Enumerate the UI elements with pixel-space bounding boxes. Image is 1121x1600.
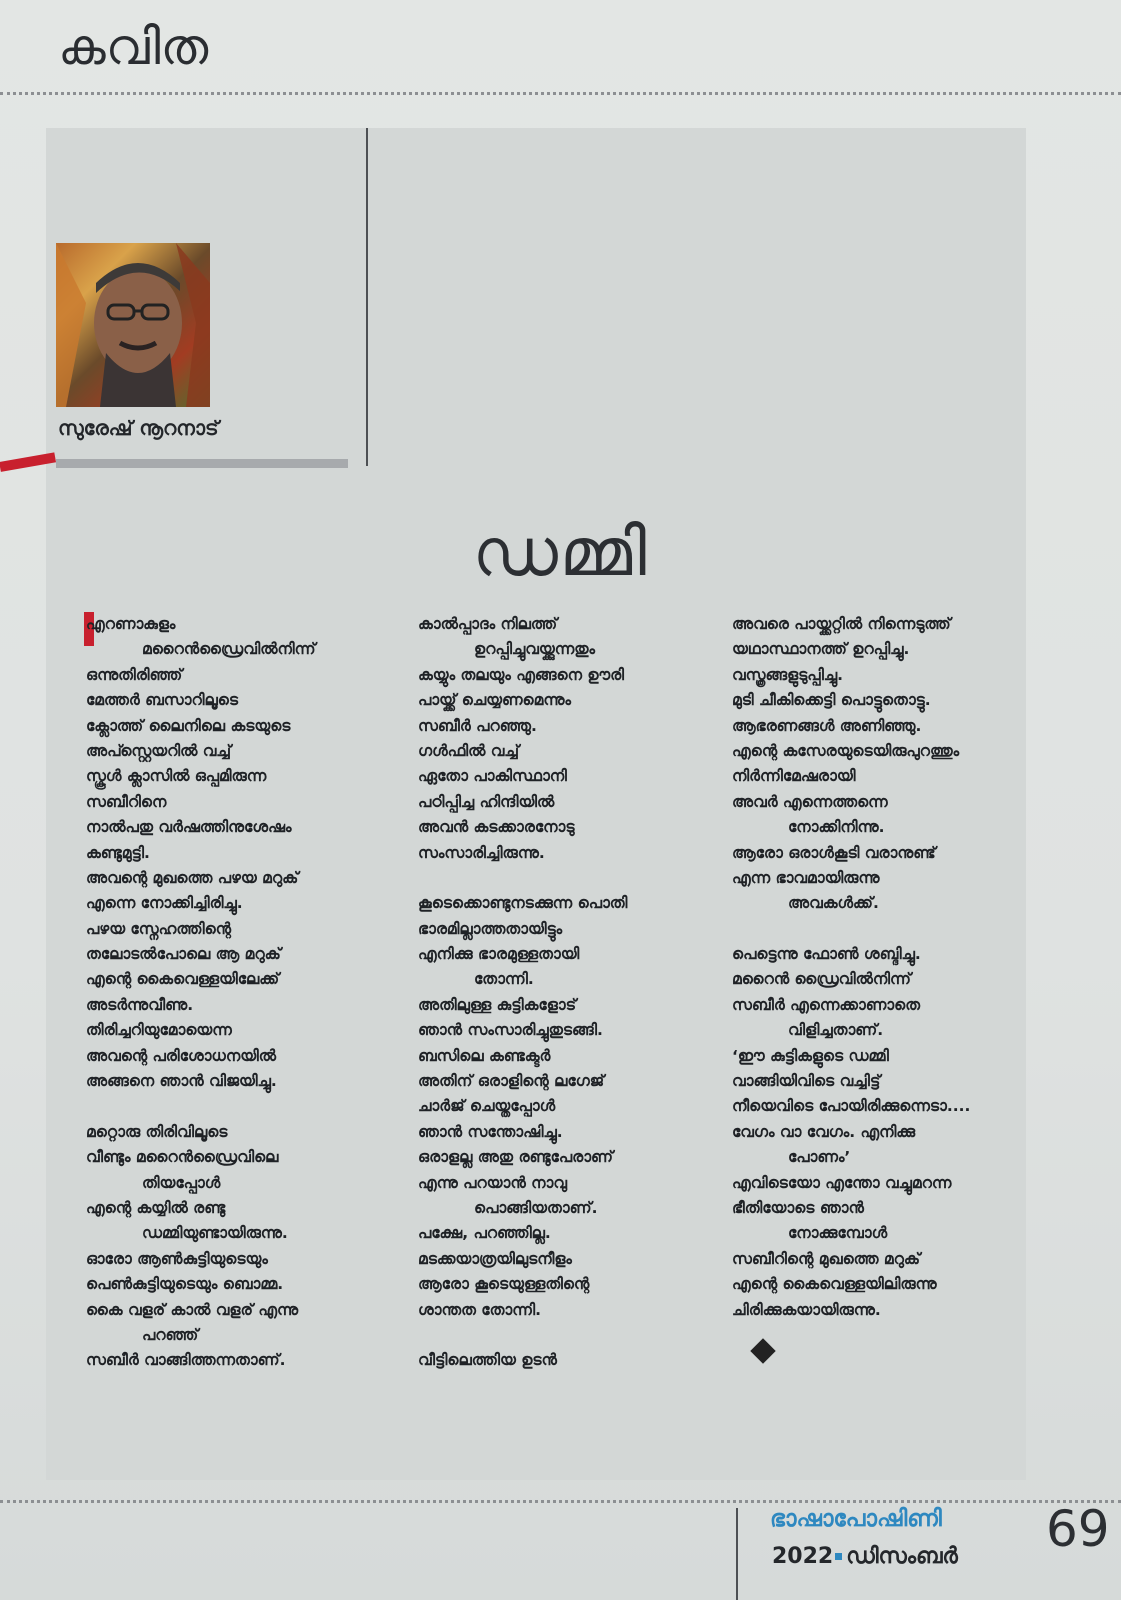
stanza-break [732,917,970,942]
poem-line: എറണാകുളം [86,615,176,633]
poem-line: ഞാൻ സന്തോഷിച്ചു. [418,1122,563,1141]
poem-line: പറഞ്ഞ് [142,1325,199,1344]
poem-line: അവന്റെ പരിശോധനയിൽ [86,1046,277,1065]
poem-line: പൊങ്ങിയതാണ്. [474,1198,598,1217]
separator-square-icon [835,1553,842,1560]
poem-line: ഞാൻ സംസാരിച്ചുതുടങ്ങി. [418,1021,603,1040]
poem-line: ‘ഈ കുട്ടികളുടെ ഡമ്മി [732,1046,889,1065]
poem-line: നാൽപതു വർഷത്തിനുശേഷം [86,818,292,837]
poem-line: അതിന് ഒരാളിന്റെ ലഗേജ് [418,1072,605,1091]
issue-year: 2022 [772,1544,834,1569]
poem-line: അപ്സ്റ്റെയറിൽ വച്ച് [86,741,232,760]
poem-line: അതിലുള്ള കുട്ടികളോട് [418,995,577,1014]
section-label: കവിത [58,18,209,76]
poem-line: മടക്കയാത്രയിലുടനീളം [418,1249,572,1268]
poem-line: വീണ്ടും മറൈൻഡ്രൈവിലെ [86,1148,279,1167]
poem-line: പഴയ സ്നേഹത്തിന്റെ [86,919,232,938]
poem-line: അവരെ പായ്ക്കറ്റിൽ നിന്നെടുത്ത് [732,615,951,633]
poem-line: ചിരിക്കുകയായിരുന്നു. [732,1300,881,1319]
poem-line: ഒരാളല്ല അതു രണ്ടുപേരാണ് [418,1148,613,1167]
issue-month: ഡിസംബർ [846,1544,958,1569]
poem-line: ഏതോ പാകിസ്ഥാനി [418,767,567,786]
poem-line: വേഗം വാ വേഗം. എനിക്കു [732,1122,916,1141]
poem-line: മറ്റൊരു തിരിവിലൂടെ [86,1122,228,1141]
poem-line: അങ്ങനെ ഞാൻ വിജയിച്ചു. [86,1072,277,1091]
poem-line: സബീർ എന്നെക്കാണാതെ [732,995,920,1014]
poem-line: എനിക്കു ഭാരമുള്ളതായി [418,945,580,964]
poem-line: എന്റെ കൈവെള്ളയിലിരുന്നു [732,1275,937,1294]
poem-line: പായ്ക്ക് ചെയ്യണമെന്നും [418,691,571,710]
poem-line: വീട്ടിലെത്തിയ ഉടൻ [418,1351,557,1370]
poem-line: എന്റെ കൈവെള്ളയിലേക്ക് [86,970,280,989]
poem-line: ഗൾഫിൽ വച്ച് [418,741,520,760]
poem-line: മുടി ചീകിക്കെട്ടി പൊട്ടുതൊട്ടു. [732,691,931,710]
top-divider [0,92,1121,95]
poem-line: വാങ്ങിയിവിടെ വച്ചിട്ട് [732,1072,881,1091]
poem-line: സബീർ പറഞ്ഞു. [418,716,537,735]
poem-line: കയ്യും തലയും എങ്ങനെ ഊരി [418,665,625,684]
poem-line: ക്ലോത്ത് ലൈനിലെ കടയുടെ [86,716,291,735]
poem-line: കൂടെക്കൊണ്ടുനടക്കുന്ന പൊതി [418,894,628,913]
author-name: സുരേഷ് നൂറനാട് [58,416,219,440]
poem-line: അവകൾക്ക്. [788,894,879,913]
poem-line: ശാന്തത തോന്നി. [418,1300,542,1319]
poem-line: തിയപ്പോൾ [142,1173,221,1192]
poem-line: പക്ഷേ, പറഞ്ഞില്ല. [418,1224,551,1243]
author-photo [56,243,210,407]
poem-line: പെട്ടെന്നു ഫോൺ ശബ്ദിച്ചു. [732,945,921,964]
author-portrait-graphic [56,243,210,407]
poem-line: എവിടെയോ എന്തോ വച്ചുമറന്ന [732,1173,952,1192]
poem-line: യഥാസ്ഥാനത്ത് ഉറപ്പിച്ചു. [732,640,910,659]
poem-line: ഓരോ ആൺകുട്ടിയുടെയും [86,1249,268,1268]
poem-line: ഭാരമില്ലാത്തതായിട്ടും [418,919,563,938]
stanza-break [86,1094,316,1119]
poem-line: തിരിച്ചറിയുമോയെന്ന [86,1021,232,1040]
poem-line: എന്റെ കയ്യിൽ രണ്ടു [86,1198,226,1217]
poem-line: കണ്ടുമുട്ടി. [86,843,150,862]
poem-line: ആഭരണങ്ങൾ അണിഞ്ഞു. [732,716,922,735]
poem-line: ചാർജ് ചെയ്തപ്പോൾ [418,1097,556,1116]
poem-line: വിളിച്ചതാണ്. [788,1021,884,1040]
poem-line: ഉറപ്പിച്ചുവയ്ക്കുന്നതും [474,640,596,659]
poem-line: തലോടൽപോലെ ആ മറുക് [86,945,281,964]
poem-line: ആരോ കൂടെയുള്ളതിന്റെ [418,1275,590,1294]
poem-line: നോക്കിനിന്നു. [788,818,885,837]
poem-column-2 [418,612,627,1374]
issue-date [772,1544,958,1569]
poem-line: സബീറിന്റെ മുഖത്തെ മറുക് [732,1249,921,1268]
poem-line: ആരോ ഒരാൾകൂടി വരാനുണ്ട് [732,843,936,862]
poem-line: പഠിപ്പിച്ച ഹിന്ദിയിൽ [418,792,555,811]
poem-line: സ്കൂൾ ക്ലാസിൽ ഒപ്പമിരുന്ന [86,767,267,786]
poem-line: ഒന്നുതിരിഞ്ഞ് [86,665,183,684]
poem-line: നിർന്നിമേഷരായി [732,767,856,786]
poem-line: അടർന്നുവീണു. [86,995,194,1014]
poem-line: എന്നെ നോക്കിച്ചിരിച്ചു. [86,894,243,913]
poem-column-3 [732,612,970,1323]
poem-line: ഡമ്മിയുണ്ടായിരുന്നു. [142,1224,288,1243]
poem-line: പെൺകുട്ടിയുടെയും ബൊമ്മ. [86,1275,284,1294]
poem-line: അവന്റെ മുഖത്തെ പഴയ മറുക് [86,868,299,887]
poem-title: ഡമ്മി [472,514,649,591]
poem-line: വസ്ത്രങ്ങളുടുപ്പിച്ചു. [732,665,844,684]
stanza-break [418,866,627,891]
poem-line: എന്റെ കസേരയുടെയിരുപുറത്തും [732,741,960,760]
magazine-name: ഭാഷാപോഷിണി [770,1506,942,1532]
poem-line: നീയെവിടെ പോയിരിക്കുന്നെടാ.... [732,1097,971,1116]
poem-line: പോണം’ [788,1148,851,1167]
poem-line: മറൈൻ ഡ്രൈവിൽനിന്ന് [732,970,911,989]
poem-line: മേത്തർ ബസാറിലൂടെ [86,691,238,710]
poem-line: അവർ എന്നെത്തന്നെ [732,792,888,811]
poem-line: സംസാരിച്ചിരുന്നു. [418,843,545,862]
bottom-divider [0,1500,1121,1503]
poem-line: അവൻ കടക്കാരനോടു [418,818,575,837]
author-underline-bar [56,459,348,468]
poem-line: ഭീതിയോടെ ഞാൻ [732,1198,864,1217]
poem-column-1 [86,612,316,1374]
poem-line: കൈ വളര് കാൽ വളര് എന്നു [86,1300,299,1319]
poem-line: സബീറിനെ [86,792,167,811]
stanza-break [418,1323,627,1348]
poem-line: കാൽപ്പാദം നിലത്ത് [418,615,558,633]
poem-line: സബീർ വാങ്ങിത്തന്നതാണ്. [86,1351,286,1370]
footer-divider [736,1508,738,1600]
page-number: 69 [1046,1500,1110,1558]
poem-line: എന്ന ഭാവമായിരുന്നു [732,868,880,887]
poem-line: മറൈൻഡ്രൈവിൽനിന്ന് [142,640,316,659]
vertical-divider [366,128,368,466]
poem-line: നോക്കുമ്പോൾ [788,1224,888,1243]
poem-line: ബസിലെ കണ്ടക്ടർ [418,1046,551,1065]
poem-line: തോന്നി. [474,970,534,989]
poem-line: എന്നു പറയാൻ നാവു [418,1173,567,1192]
